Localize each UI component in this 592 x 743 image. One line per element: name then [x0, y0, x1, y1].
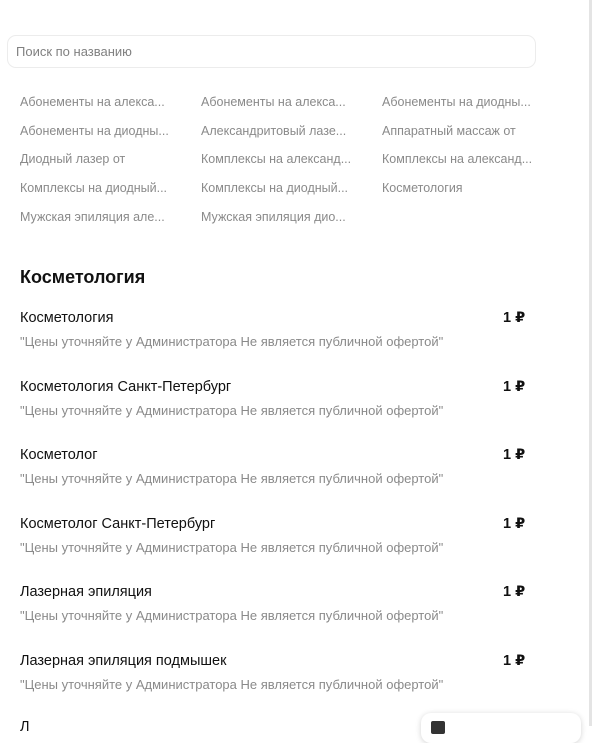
search-box[interactable] — [7, 35, 536, 68]
category-link[interactable]: Комплексы на александ... — [201, 152, 352, 167]
service-item[interactable] — [20, 514, 540, 583]
service-price: 1 ₽ — [503, 584, 526, 601]
service-name: Лазерная эпиляция — [20, 584, 152, 601]
category-link[interactable]: Абонементы на алекса... — [201, 95, 346, 110]
category-link[interactable]: Аппаратный массаж от — [382, 123, 516, 138]
service-name: Косметология Санкт-Петербург — [20, 378, 232, 395]
service-price: 1 ₽ — [503, 378, 526, 395]
service-item[interactable] — [20, 308, 540, 377]
service-name: Косметология — [20, 310, 114, 326]
service-item[interactable] — [20, 445, 540, 514]
service-price: 1 ₽ — [503, 652, 526, 669]
service-item[interactable] — [20, 651, 540, 720]
category-link[interactable]: Косметология — [382, 181, 463, 196]
category-link[interactable]: Абонементы на диодны... — [20, 123, 169, 138]
service-name-partial[interactable]: Л — [20, 719, 30, 735]
section-title: Косметология — [20, 267, 146, 287]
calendar-icon — [431, 721, 445, 734]
category-link[interactable]: Мужская эпиляция дио... — [201, 209, 346, 224]
service-name: Косметолог — [20, 447, 98, 464]
service-list — [20, 308, 540, 720]
service-description: "Цены уточняйте у Администратора Не является публичной офертой" — [20, 402, 444, 418]
service-price: 1 ₽ — [503, 447, 526, 464]
category-link[interactable]: Комплексы на диодный... — [20, 181, 168, 196]
service-name: Косметолог Санкт-Петербург — [20, 515, 216, 532]
service-description: "Цены уточняйте у Администратора Не является публичной офертой" — [20, 676, 444, 692]
category-link[interactable]: Комплексы на диодный... — [201, 181, 349, 196]
service-description: "Цены уточняйте у Администратора Не является публичной офертой" — [20, 334, 444, 349]
category-link[interactable]: Мужская эпиляция але... — [20, 209, 165, 224]
category-link[interactable]: Абонементы на диодны... — [382, 95, 531, 110]
category-link[interactable]: Диодный лазер от — [20, 152, 126, 167]
service-description: "Цены уточняйте у Администратора Не является публичной офертой" — [20, 608, 444, 624]
service-item[interactable] — [20, 582, 540, 651]
category-link[interactable]: Комплексы на александ... — [382, 152, 533, 167]
service-price: 1 ₽ — [503, 515, 526, 532]
service-name: Лазерная эпиляция подмышек — [20, 652, 227, 669]
category-link[interactable]: Абонементы на алекса... — [20, 95, 165, 110]
search-input[interactable] — [16, 44, 527, 59]
service-item[interactable] — [20, 377, 540, 446]
floating-action-chip[interactable] — [421, 713, 581, 743]
category-list — [20, 88, 550, 231]
category-link[interactable]: Александритовый лазе... — [201, 123, 347, 138]
service-description: "Цены уточняйте у Администратора Не является публичной офертой" — [20, 539, 444, 555]
service-description: "Цены уточняйте у Администратора Не является публичной офертой" — [20, 471, 444, 487]
service-price: 1 ₽ — [503, 310, 526, 326]
